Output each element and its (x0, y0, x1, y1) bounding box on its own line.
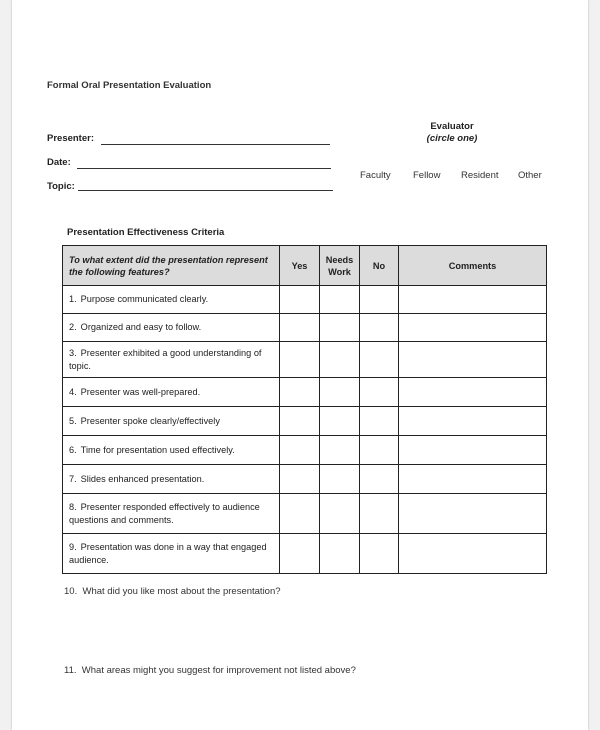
question-11: 11. What areas might you suggest for improvement not listed above? (64, 665, 356, 676)
criterion-cell: 6. Time for presentation used effectively. (63, 436, 280, 465)
comments-cell[interactable] (399, 436, 547, 465)
table-row (63, 436, 547, 465)
criterion-cell: 4. Presenter was well-prepared. (63, 378, 280, 407)
section-title: Presentation Effectiveness Criteria (67, 227, 225, 238)
table-row (63, 378, 547, 407)
criterion-cell: 2. Organized and easy to follow. (63, 314, 280, 342)
table-row (63, 314, 547, 342)
yes-cell[interactable] (280, 465, 320, 494)
header-comments: Comments (399, 246, 547, 286)
table-header-row (63, 246, 547, 286)
needs-work-cell[interactable] (320, 494, 360, 534)
evaluator-subtitle: (circle one) (426, 133, 478, 144)
topic-label: Topic: (47, 181, 75, 192)
needs-work-cell[interactable] (320, 342, 360, 378)
needs-work-cell[interactable] (320, 314, 360, 342)
needs-work-cell[interactable] (320, 286, 360, 314)
yes-cell[interactable] (280, 494, 320, 534)
needs-work-cell[interactable] (320, 407, 360, 436)
comments-cell[interactable] (399, 286, 547, 314)
table-row (63, 407, 547, 436)
needs-work-cell[interactable] (320, 465, 360, 494)
yes-cell[interactable] (280, 407, 320, 436)
no-cell[interactable] (360, 286, 399, 314)
topic-line[interactable] (78, 190, 333, 191)
yes-cell[interactable] (280, 286, 320, 314)
table-row (63, 494, 547, 534)
criterion-cell: 7. Slides enhanced presentation. (63, 465, 280, 494)
needs-work-cell[interactable] (320, 378, 360, 407)
criterion-cell: 8. Presenter responded effectively to audience questions and comments. (63, 494, 280, 534)
no-cell[interactable] (360, 465, 399, 494)
evaluator-option-fellow[interactable]: Fellow (413, 170, 441, 181)
comments-cell[interactable] (399, 378, 547, 407)
criterion-cell: 9. Presentation was done in a way that engaged audience. (63, 534, 280, 574)
no-cell[interactable] (360, 436, 399, 465)
comments-cell[interactable] (399, 407, 547, 436)
header-no: No (360, 246, 399, 286)
document-page (12, 0, 588, 730)
date-label: Date: (47, 157, 71, 168)
no-cell[interactable] (360, 314, 399, 342)
criterion-cell: 5. Presenter spoke clearly/effectively (63, 407, 280, 436)
no-cell[interactable] (360, 534, 399, 574)
table-row (63, 465, 547, 494)
no-cell[interactable] (360, 342, 399, 378)
criteria-table (62, 245, 547, 574)
comments-cell[interactable] (399, 494, 547, 534)
needs-work-cell[interactable] (320, 534, 360, 574)
document-title: Formal Oral Presentation Evaluation (47, 80, 212, 91)
comments-cell[interactable] (399, 465, 547, 494)
evaluator-title: Evaluator (430, 121, 474, 132)
evaluator-option-other[interactable]: Other (518, 170, 542, 181)
no-cell[interactable] (360, 378, 399, 407)
comments-cell[interactable] (399, 342, 547, 378)
criterion-cell: 1. Purpose communicated clearly. (63, 286, 280, 314)
header-needs-work: Needs Work (320, 246, 360, 286)
presenter-label: Presenter: (47, 133, 94, 144)
yes-cell[interactable] (280, 314, 320, 342)
criterion-cell: 3. Presenter exhibited a good understanding of topic. (63, 342, 280, 378)
presenter-line[interactable] (101, 144, 330, 145)
yes-cell[interactable] (280, 436, 320, 465)
question-10: 10. What did you like most about the presentation? (64, 586, 281, 597)
header-yes: Yes (280, 246, 320, 286)
table-row (63, 286, 547, 314)
no-cell[interactable] (360, 494, 399, 534)
table-row (63, 342, 547, 378)
yes-cell[interactable] (280, 534, 320, 574)
yes-cell[interactable] (280, 378, 320, 407)
date-line[interactable] (77, 168, 331, 169)
yes-cell[interactable] (280, 342, 320, 378)
needs-work-cell[interactable] (320, 436, 360, 465)
table-row (63, 534, 547, 574)
evaluator-option-resident[interactable]: Resident (461, 170, 499, 181)
header-question: To what extent did the presentation represent the following features? (63, 246, 280, 286)
no-cell[interactable] (360, 407, 399, 436)
evaluator-option-faculty[interactable]: Faculty (360, 170, 391, 181)
comments-cell[interactable] (399, 314, 547, 342)
comments-cell[interactable] (399, 534, 547, 574)
